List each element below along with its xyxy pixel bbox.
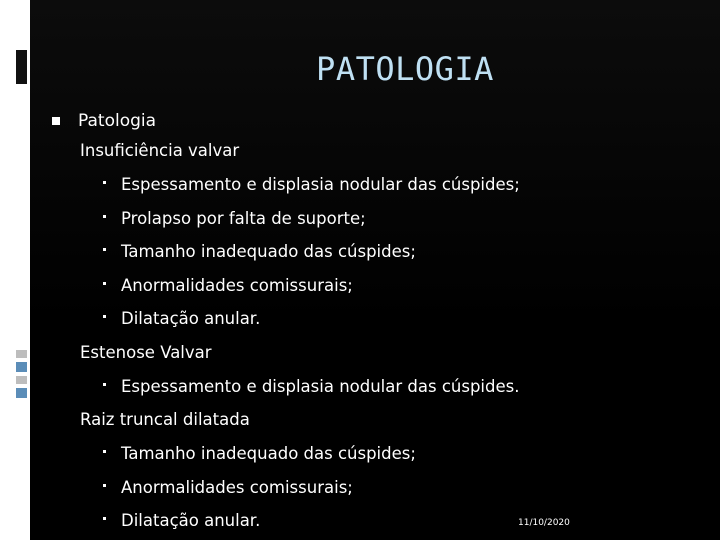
dot-bullet-icon: [103, 215, 106, 218]
list-item-text: Anormalidades comissurais;: [121, 477, 353, 497]
bullet-patologia: [50, 108, 670, 134]
list-item-text: Tamanho inadequado das cúspides;: [121, 444, 416, 464]
strip-bar-gray: [16, 350, 27, 358]
slide-date: 11/10/2020: [518, 518, 570, 528]
strip-bar-dark: [16, 50, 27, 84]
slide-title: PATOLOGIA: [316, 50, 494, 88]
strip-bar-blue: [16, 362, 27, 372]
list-item-text: Dilatação anular.: [121, 511, 261, 531]
list-item-text: Espessamento e displasia nodular das cúspides.: [121, 376, 520, 396]
list-item-text: Espessamento e displasia nodular das cúspides;: [121, 175, 520, 195]
section-heading: Estenose Valvar: [80, 342, 212, 362]
list-item-text: Prolapso por falta de suporte;: [121, 208, 366, 228]
slide: [30, 0, 720, 540]
dot-bullet-icon: [103, 383, 106, 386]
square-bullet-icon: [52, 117, 60, 125]
dot-bullet-icon: [103, 484, 106, 487]
dot-bullet-icon: [103, 181, 106, 184]
dot-bullet-icon: [103, 450, 106, 453]
strip-bar-blue-2: [16, 388, 27, 398]
dot-bullet-icon: [103, 315, 106, 318]
list-item-text: Dilatação anular.: [121, 309, 261, 329]
list-item: [103, 269, 670, 303]
list-item: [103, 370, 670, 404]
left-decorative-strip: [0, 0, 30, 540]
list-item: [103, 235, 670, 269]
dot-bullet-icon: [103, 517, 106, 520]
list-item-text: Tamanho inadequado das cúspides;: [121, 242, 416, 262]
list-item: [103, 302, 670, 336]
list-item: [103, 504, 670, 538]
strip-bar-gray-2: [16, 376, 27, 384]
list-item: [103, 168, 670, 202]
section-heading: Insuficiência valvar: [80, 141, 240, 160]
dot-bullet-icon: [103, 248, 106, 251]
dot-bullet-icon: [103, 282, 106, 285]
list-item: [103, 437, 670, 471]
list-item: [103, 471, 670, 505]
slide-content: [50, 108, 670, 538]
section-heading: Raiz truncal dilatada: [80, 410, 250, 429]
list-item-text: Anormalidades comissurais;: [121, 275, 353, 295]
bullet-label: Patologia: [78, 111, 157, 131]
list-item: [103, 202, 670, 236]
